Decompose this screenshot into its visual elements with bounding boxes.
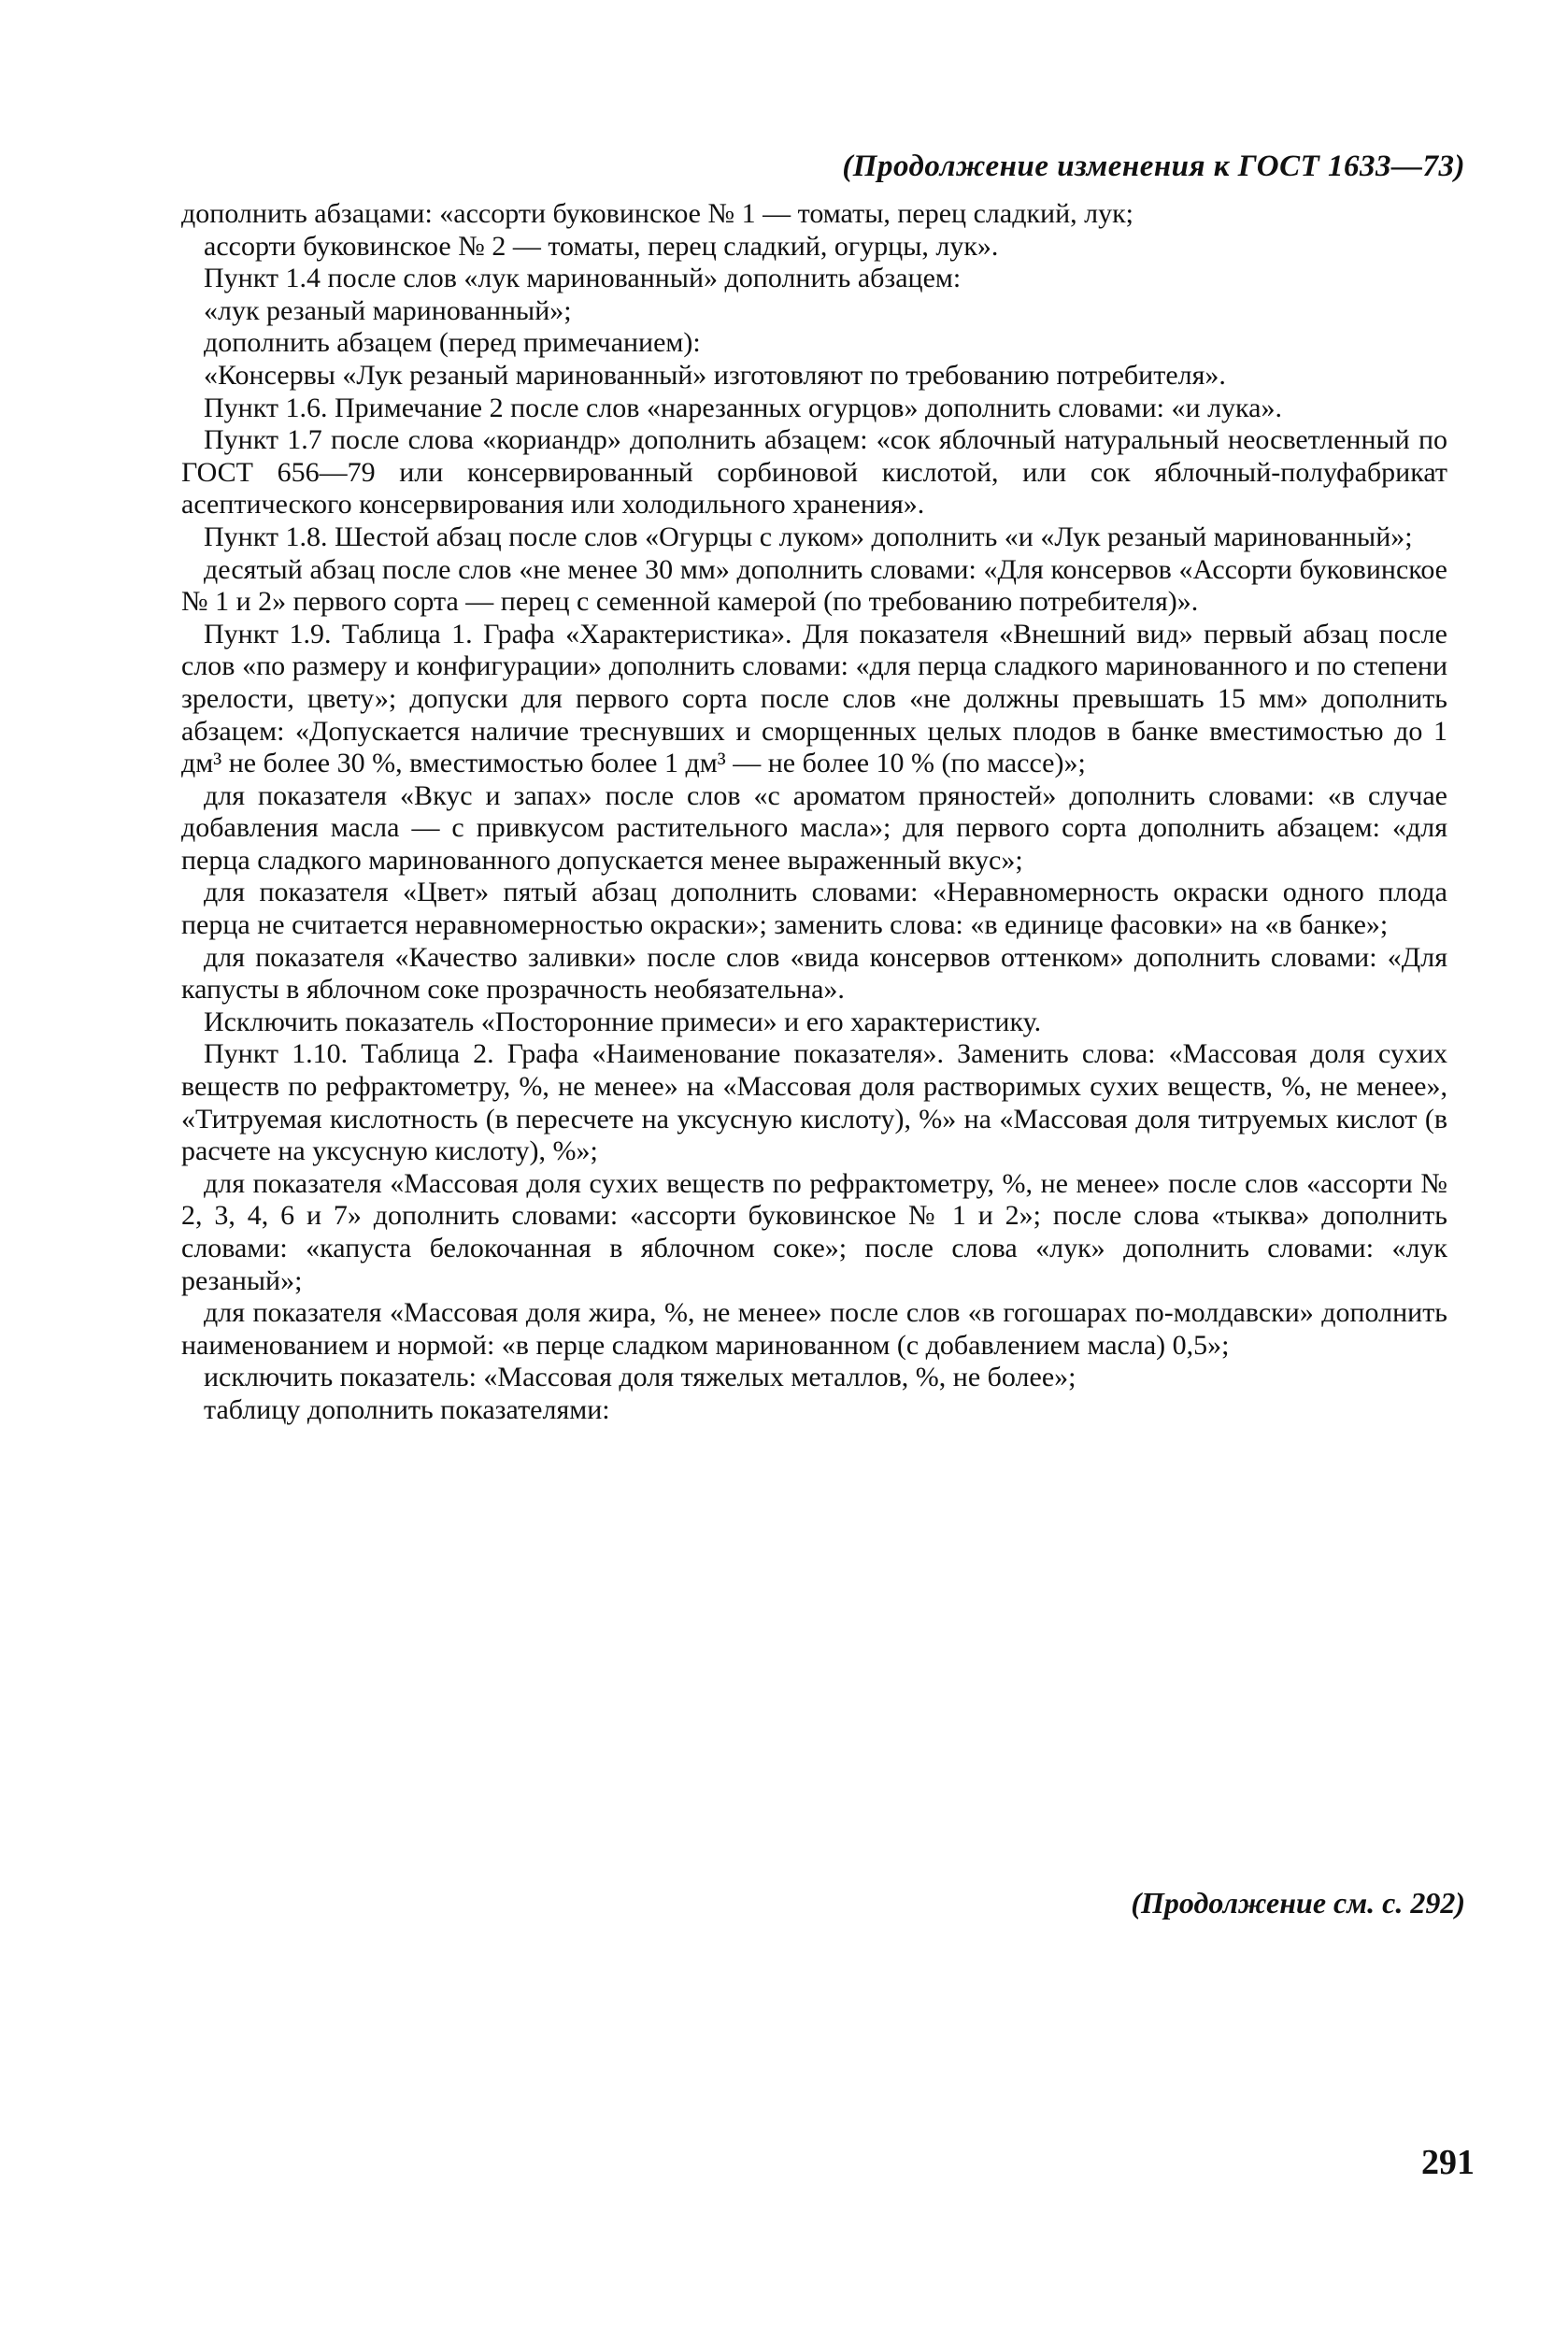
paragraph-10: десятый абзац после слов «не менее 30 мм» дополнить словами: «Для консервов «Ассорти буковинское № 1 и 2» первого сорта — перец с семенной камерой (по требованию потребителя)». <box>181 553 1447 618</box>
paragraph-5: дополнить абзацем (перед примечанием): <box>204 327 701 359</box>
paragraph-1: дополнить абзацами: «ассорти буковинское № 1 — томаты, перец сладкий, лук; <box>181 198 1134 229</box>
paragraph-2: ассорти буковинское № 2 — томаты, перец сладкий, огурцы, лук». <box>204 230 999 262</box>
paragraph-6: «Консервы «Лук резаный маринованный» изготовляют по требованию потребителя». <box>204 359 1226 391</box>
page-number: 291 <box>1421 2143 1475 2182</box>
paragraph-12: для показателя «Вкус и запах» после слов «с ароматом пряностей» дополнить словами: «в случае добавления масла — с привкусом растительного масла»; для первого сорта дополнить абзацем: «для перца сладкого маринованного допускается менее выраженный вкус»; <box>181 779 1447 876</box>
paragraph-17: для показателя «Массовая доля сухих веществ по рефрактометру, %, не менее» после слов «ассорти № 2, 3, 4, 6 и 7» дополнить словами: «ассорти буковинское № 1 и 2»; после слова «тыква» дополнить словами: «капуста белокочанная в яблочном соке»; после слова «лук» дополнить словами: «лук резаный»; <box>181 1167 1447 1296</box>
paragraph-16: Пункт 1.10. Таблица 2. Графа «Наименование показателя». Заменить слова: «Массовая доля сухих веществ по рефрактометру, %, не менее» на «Массовая доля растворимых сухих веществ, %, не менее», «Титруемая кислотность (в пересчете на уксусную кислоту), %» на «Массовая доля титруемых кислот (в расчете на уксусную кислоту), %»; <box>181 1038 1447 1167</box>
paragraph-9: Пункт 1.8. Шестой абзац после слов «Огурцы с луком» дополнить «и «Лук резаный маринованный»; <box>204 521 1413 552</box>
paragraph-14: для показателя «Качество заливки» после слов «вида консервов оттенком» дополнить словами: «Для капусты в яблочном соке прозрачность необязательна». <box>181 941 1447 1006</box>
paragraph-18: для показателя «Массовая доля жира, %, не менее» после слов «в гогошарах по-молдавски» дополнить наименованием и нормой: «в перце сладком маринованном (с добавлением масла) 0,5»; <box>181 1297 1447 1361</box>
paragraph-7: Пункт 1.6. Примечание 2 после слов «нарезанных огурцов» дополнить словами: «и лука». <box>204 392 1282 423</box>
paragraph-19: исключить показатель: «Массовая доля тяжелых металлов, %, не более»; <box>204 1362 1076 1393</box>
page-header: (Продолжение изменения к ГОСТ 1633—73) <box>842 150 1465 183</box>
paragraph-20: таблицу дополнить показателями: <box>204 1393 610 1425</box>
paragraph-4: «лук резаный маринованный»; <box>204 294 572 326</box>
continuation-note: (Продолжение см. с. 292) <box>1131 1886 1465 1920</box>
paragraph-11: Пункт 1.9. Таблица 1. Графа «Характеристика». Для показателя «Внешний вид» первый абзац после слов «по размеру и конфигурации» дополнить словами: «для перца сладкого маринованного и по степени зрелости, цвету»; допуски для первого сорта после слов «не должны превышать 15 мм» дополнить абзацем: «Допускается наличие треснувших и сморщенных целых плодов в банке вместимостью до 1 дм³ не более 30 %, вместимостью более 1 дм³ — не более 10 % (по массе)»; <box>181 618 1447 779</box>
paragraph-8: Пункт 1.7 после слова «кориандр» дополнить абзацем: «сок яблочный натуральный неосветленный по ГОСТ 656—79 или консервированный сорбиновой кислотой, или сок яблочный-полуфабрикат асептического консервирования или холодильного хранения». <box>181 424 1447 521</box>
paragraph-3: Пункт 1.4 после слов «лук маринованный» дополнить абзацем: <box>204 263 962 294</box>
paragraph-13: для показателя «Цвет» пятый абзац дополнить словами: «Неравномерность окраски одного плода перца не считается неравномерностью окраски»; заменить слова: «в единице фасовки» на «в банке»; <box>181 877 1447 941</box>
paragraph-15: Исключить показатель «Посторонние примеси» и его характеристику. <box>204 1006 1042 1037</box>
document-body <box>181 198 1447 1427</box>
